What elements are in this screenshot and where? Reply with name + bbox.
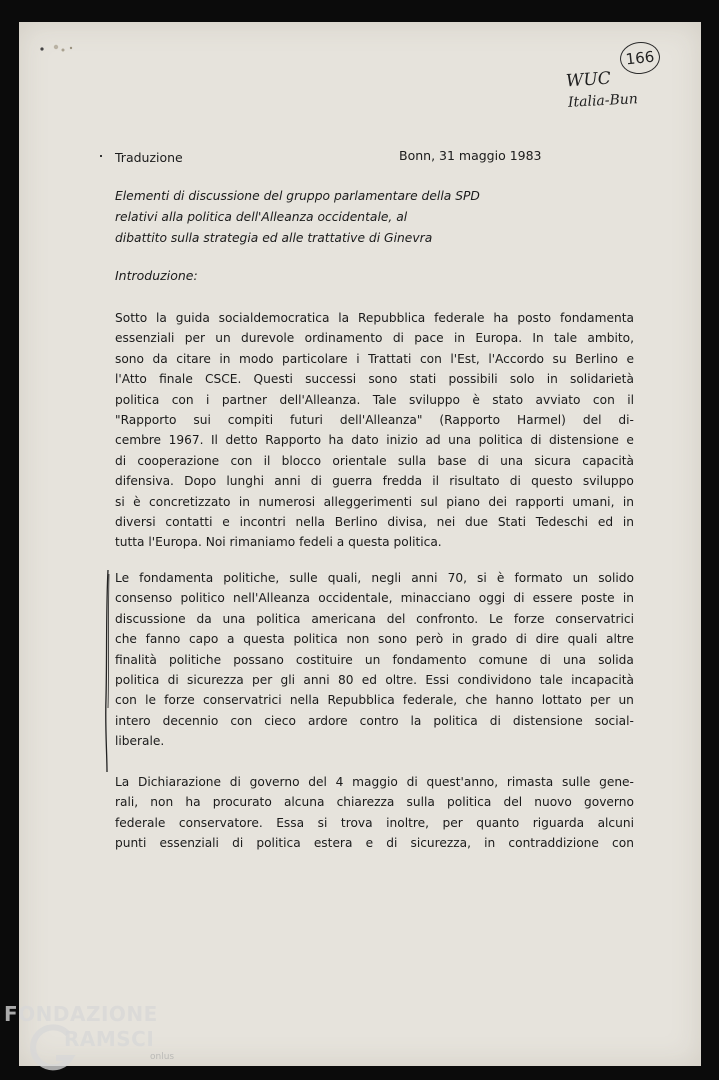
text-line: "Rapporto sui compiti futuri dell'Alleanza" (Rapporto Harmel) del di- [115,413,634,428]
translation-label: Traduzione [115,150,183,165]
text-line: punti essenziali di politica estera e di sicurezza, in contraddizione con [115,836,634,851]
text-line: essenziali per un durevole ordinamento di pace in Europa. In tale ambito, [115,331,634,346]
text-line: tutta l'Europa. Noi rimaniamo fedeli a questa politica. [115,535,442,550]
text-line: federale conservatore. Essa si trova inoltre, per quanto riguarda alcuni [115,815,634,830]
watermark-line1: FONDAZIONE [4,1002,158,1026]
section-heading: Introduzione: [115,268,198,283]
text-line: politica con i partner dell'Alleanza. Tale sviluppo è stato avviato con il [115,392,634,407]
text-line: consenso politico nell'Alleanza occidentale, minacciano oggi di essere poste in [115,591,634,606]
watermark-onlus: onlus [150,1052,175,1062]
margin-annotation-bracket [104,568,110,774]
document-title [115,186,535,249]
paragraph-3 [115,772,634,854]
text-line: si è concretizzato in numerosi alleggerimenti sul piano dei rapporti umani, in [115,494,634,509]
handwritten-note-line2: Italia-Bun [567,91,639,111]
text-line: intero decennio con cieco ardore contro la politica di distensione social- [115,713,634,728]
text-line: con le forze conservatrici nella Repubblica federale, che hanno lottato per un [115,693,634,708]
text-line: discussione da una politica americana del confronto. Le forze conservatrici [115,611,634,626]
paragraph-2 [115,568,634,752]
title-line: dibattito sulla strategia ed alle trattative di Ginevra [115,231,433,245]
text-line: di cooperazione con il blocco orientale sulla base di una sicura capacità [115,453,634,468]
fondazione-gramsci-watermark [4,1000,204,1078]
text-line: finalità politiche possano costituire un fondamento comune di una solida [115,652,634,667]
handwritten-note-line1: WUC [565,68,612,92]
text-line: sono da citare in modo particolare i Trattati con l'Est, l'Accordo su Berlino e [115,351,634,366]
text-line: politica di sicurezza per gli anni 80 ed oltre. Essi condividono tale incapacità [115,673,634,688]
watermark-line2: RAMSCI [64,1027,155,1051]
text-line: diversi contatti e incontri nella Berlino divisa, nei due Stati Tedeschi ed in [115,515,634,530]
margin-dot [100,155,102,157]
title-line: relativi alla politica dell'Alleanza occidentale, al [115,210,408,224]
text-line: l'Atto finale CSCE. Questi successi sono stati possibili solo in solidarietà [115,372,634,387]
text-line: cembre 1967. Il detto Rapporto ha dato inizio ad una politica di distensione e [115,433,634,448]
text-line: La Dichiarazione di governo del 4 maggio di quest'anno, rimasta sulle gene- [115,775,634,789]
text-line: che fanno capo a questa politica non sono però in grado di dire quali altre [115,632,634,647]
text-line: liberale. [115,734,165,749]
document-date: Bonn, 31 maggio 1983 [399,148,542,163]
title-line: Elementi di discussione del gruppo parlamentare della SPD [115,189,480,203]
text-line: Sotto la guida socialdemocratica la Repubblica federale ha posto fondamenta [115,311,634,325]
paragraph-1 [115,308,634,553]
text-line: rali, non ha procurato alcuna chiarezza sulla politica del nuovo governo [115,795,634,810]
text-line: difensiva. Dopo lunghi anni di guerra fredda il risultato di questo sviluppo [115,474,634,489]
paper-smudge [38,44,78,54]
page-number-text: 166 [624,47,656,69]
text-line: Le fondamenta politiche, sulle quali, negli anni 70, si è formato un solido [115,571,634,585]
